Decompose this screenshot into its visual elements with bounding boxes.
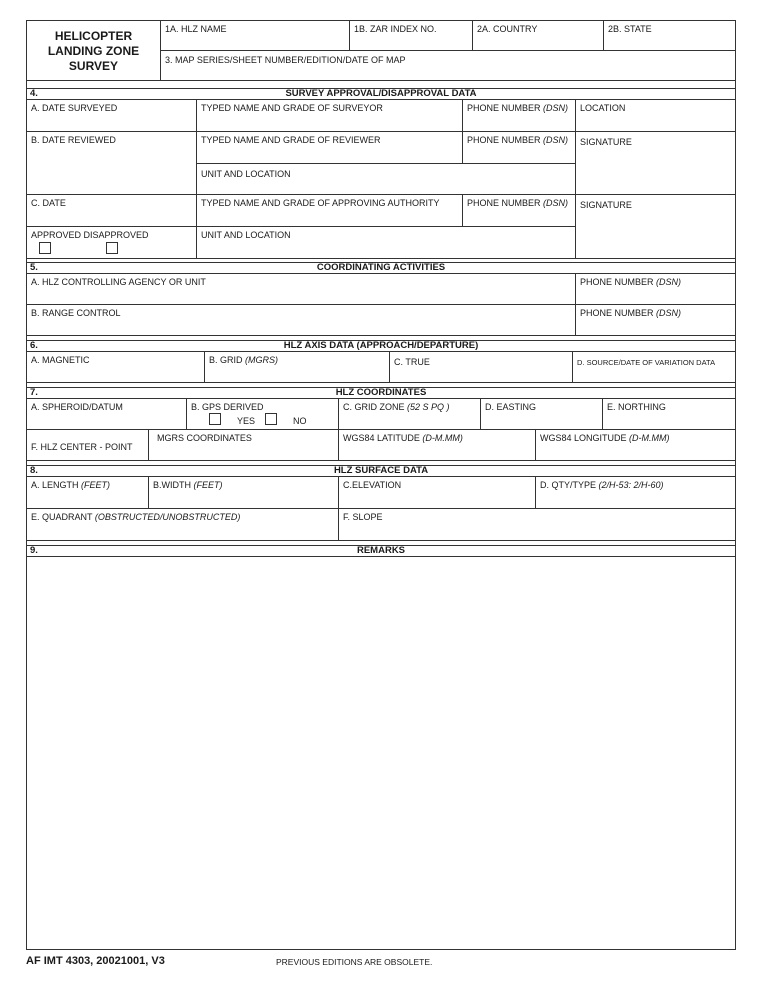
dsn-label: (DSN)	[543, 198, 569, 208]
section-9-title: REMARKS	[356, 545, 406, 556]
section-7-header	[27, 388, 735, 399]
dsn-label: (DSN)	[656, 308, 682, 318]
obsolete-note: PREVIOUS EDITIONS ARE OBSOLETE.	[276, 957, 433, 967]
approved-checkbox[interactable]	[39, 242, 51, 254]
slope-label: F. SLOPE	[343, 512, 383, 522]
section-6-number: 6.	[30, 340, 38, 351]
feet-label: (FEET)	[81, 480, 111, 490]
gps-no-checkbox[interactable]	[265, 413, 277, 425]
dsn-label: (DSN)	[656, 277, 682, 287]
northing-field[interactable]	[603, 399, 735, 430]
approver-unit-location-field[interactable]	[197, 227, 576, 259]
elevation-field[interactable]	[339, 477, 536, 509]
section-6-header	[27, 341, 735, 352]
phone-label: PHONE NUMBER	[467, 103, 541, 113]
agency-phone-field[interactable]	[576, 274, 735, 305]
range-control-label: B. RANGE CONTROL	[31, 308, 121, 318]
spheroid-label: A. SPHEROID/DATUM	[31, 402, 123, 412]
form-title-line-2: LANDING ZONE	[47, 44, 140, 58]
hlz-name-field[interactable]	[161, 21, 350, 51]
easting-label: D. EASTING	[485, 402, 537, 412]
section-divider	[27, 81, 735, 89]
section-8-number: 8.	[30, 465, 38, 476]
mgrs-coordinates-label: MGRS COORDINATES	[157, 433, 252, 443]
section-5-header	[27, 263, 735, 274]
grid-zone-label: C. GRID ZONE	[343, 402, 405, 412]
quadrant-label: E. QUADRANT	[31, 512, 93, 522]
section-8-header	[27, 466, 735, 477]
grid-zone-field[interactable]	[339, 399, 481, 430]
width-field[interactable]	[149, 477, 339, 509]
map-series-label: 3. MAP SERIES/SHEET NUMBER/EDITION/DATE OF MAP	[165, 55, 406, 65]
magnetic-label: A. MAGNETIC	[31, 355, 90, 365]
gps-derived-field	[187, 399, 339, 430]
magnetic-field[interactable]	[27, 352, 205, 383]
reviewer-label: TYPED NAME AND GRADE OF REVIEWER	[201, 135, 381, 145]
section-4-number: 4.	[30, 88, 38, 99]
section-7-number: 7.	[30, 387, 38, 398]
wgs84-latitude-label: WGS84 LATITUDE	[343, 433, 420, 443]
phone-label: PHONE NUMBER	[467, 198, 541, 208]
surveyor-phone-field[interactable]	[463, 100, 576, 132]
dmm-label: (D-M.MM)	[629, 433, 670, 443]
date-c-label: C. DATE	[31, 198, 66, 208]
disapproved-checkbox[interactable]	[106, 242, 118, 254]
spheroid-field[interactable]	[27, 399, 187, 430]
remarks-area[interactable]	[27, 557, 735, 949]
hlz-name-label: 1A. HLZ NAME	[165, 24, 227, 34]
zar-index-field[interactable]	[350, 21, 473, 51]
date-surveyed-field[interactable]	[27, 100, 197, 132]
section-9-number: 9.	[30, 545, 38, 556]
dsn-label: (DSN)	[543, 135, 569, 145]
approving-authority-label: TYPED NAME AND GRADE OF APPROVING AUTHORITY	[201, 198, 440, 208]
location-field[interactable]	[576, 100, 735, 132]
date-c-field[interactable]	[27, 195, 197, 227]
elevation-label: C.ELEVATION	[343, 480, 402, 490]
wgs84-latitude-field[interactable]	[339, 430, 536, 461]
map-series-field[interactable]	[161, 51, 735, 81]
phone-label: PHONE NUMBER	[467, 135, 541, 145]
date-reviewed-field[interactable]	[27, 132, 197, 195]
section-6-title: HLZ AXIS DATA (APPROACH/DEPARTURE)	[283, 340, 479, 351]
center-point-label: F. HLZ CENTER - POINT	[31, 442, 133, 452]
phone-label: PHONE NUMBER	[580, 277, 654, 287]
approving-authority-field[interactable]	[197, 195, 463, 227]
width-label: B.WIDTH	[153, 480, 191, 490]
range-control-field[interactable]	[27, 305, 576, 336]
controlling-agency-field[interactable]	[27, 274, 576, 305]
length-field[interactable]	[27, 477, 149, 509]
approver-phone-field[interactable]	[463, 195, 576, 227]
easting-field[interactable]	[481, 399, 603, 430]
surveyor-field[interactable]	[197, 100, 463, 132]
northing-label: E. NORTHING	[607, 402, 666, 412]
signature-label: SIGNATURE	[580, 200, 632, 210]
dsn-label: (DSN)	[543, 103, 569, 113]
section-4-header	[27, 89, 735, 100]
grid-zone-example: (52 S PQ )	[407, 402, 450, 412]
form-id: AF IMT 4303, 20021001, V3	[26, 955, 165, 967]
qty-type-example: (2/H-53: 2/H-60)	[598, 480, 664, 490]
gps-derived-label: B. GPS DERIVED	[191, 402, 264, 412]
true-label: C. TRUE	[394, 357, 430, 367]
slope-field[interactable]	[339, 509, 735, 541]
date-surveyed-label: A. DATE SURVEYED	[31, 103, 118, 113]
qty-type-label: D. QTY/TYPE	[540, 480, 597, 490]
source-date-label: D. SOURCE/DATE OF VARIATION DATA	[577, 358, 716, 367]
phone-label: PHONE NUMBER	[580, 308, 654, 318]
approved-disapproved-field	[27, 227, 197, 259]
qty-type-field[interactable]	[536, 477, 735, 509]
state-label: 2B. STATE	[608, 24, 652, 34]
gps-yes-label: YES	[237, 416, 256, 426]
source-date-field[interactable]	[573, 352, 735, 383]
form-title-line-1: HELICOPTER	[54, 29, 133, 43]
reviewer-phone-field[interactable]	[463, 132, 576, 164]
wgs84-longitude-label: WGS84 LONGITUDE	[540, 433, 627, 443]
dmm-label: (D-M.MM)	[422, 433, 463, 443]
mgrs-coordinates-field[interactable]	[149, 430, 339, 461]
zar-index-label: 1B. ZAR INDEX NO.	[354, 24, 437, 34]
hlz-survey-form	[26, 20, 736, 950]
length-label: A. LENGTH	[31, 480, 79, 490]
approver-signature-field[interactable]	[576, 195, 735, 259]
section-9-header	[27, 546, 735, 557]
surveyor-label: TYPED NAME AND GRADE OF SURVEYOR	[201, 103, 383, 113]
state-field[interactable]	[604, 21, 735, 51]
unit-location-label: UNIT AND LOCATION	[201, 169, 291, 179]
gps-no-label: NO	[293, 416, 307, 426]
grid-unit-label: (MGRS)	[245, 355, 279, 365]
location-label: LOCATION	[580, 103, 626, 113]
signature-label: SIGNATURE	[580, 137, 632, 147]
quadrant-hint: (OBSTRUCTED/UNOBSTRUCTED)	[94, 512, 241, 522]
country-label: 2A. COUNTRY	[477, 24, 538, 34]
form-title	[27, 21, 161, 81]
grid-label: B. GRID	[209, 355, 243, 365]
true-field[interactable]	[390, 352, 573, 383]
gps-yes-checkbox[interactable]	[209, 413, 221, 425]
reviewer-unit-location-field[interactable]	[197, 164, 576, 195]
date-reviewed-label: B. DATE REVIEWED	[31, 135, 116, 145]
quadrant-field[interactable]	[27, 509, 339, 541]
feet-label: (FEET)	[193, 480, 223, 490]
center-point-field	[27, 430, 149, 461]
section-8-title: HLZ SURFACE DATA	[333, 465, 429, 476]
grid-field[interactable]	[205, 352, 390, 383]
section-5-title: COORDINATING ACTIVITIES	[316, 262, 446, 273]
section-7-title: HLZ COORDINATES	[335, 387, 427, 398]
wgs84-longitude-field[interactable]	[536, 430, 735, 461]
controlling-agency-label: A. HLZ CONTROLLING AGENCY OR UNIT	[31, 277, 206, 287]
approved-disapproved-label: APPROVED DISAPPROVED	[31, 230, 149, 240]
country-field[interactable]	[473, 21, 604, 51]
unit-location-label: UNIT AND LOCATION	[201, 230, 291, 240]
range-phone-field[interactable]	[576, 305, 735, 336]
reviewer-field[interactable]	[197, 132, 463, 164]
reviewer-signature-field[interactable]	[576, 132, 735, 195]
section-4-title: SURVEY APPROVAL/DISAPPROVAL DATA	[285, 88, 477, 99]
form-title-line-3: SURVEY	[68, 59, 119, 73]
section-5-number: 5.	[30, 262, 38, 273]
